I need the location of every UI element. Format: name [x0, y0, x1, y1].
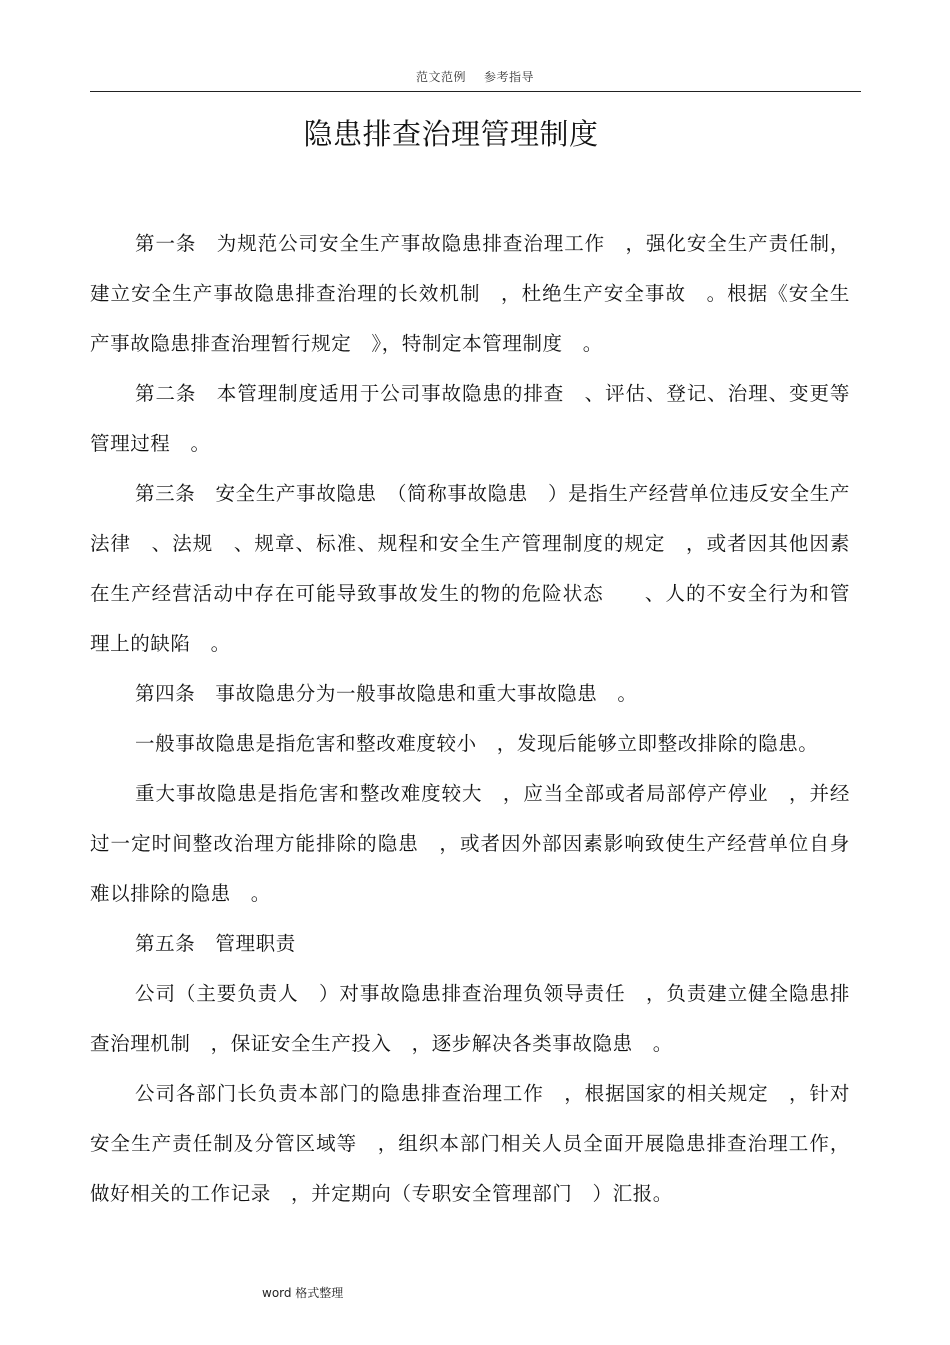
header-right-text: 参考指导: [484, 70, 535, 84]
document-body: [90, 219, 850, 1219]
paragraph-article-2: 第二条 本管理制度适用于公司事故隐患的排查 、评估、登记、治理、变更等管理过程 。: [90, 382, 850, 455]
header-divider: [90, 91, 861, 92]
page-footer: word 格式整理: [262, 1286, 344, 1300]
paragraph-company-duty: 公司（主要负责人 ）对事故隐患排查治理负领导责任 ，负责建立健全隐患排查治理机制 ，保证安全生产投入 ，逐步解决各类事故隐患 。: [90, 982, 850, 1055]
paragraph-general-hazard: 一般事故隐患是指危害和整改难度较小 ，发现后能够立即整改排除的隐患。: [135, 732, 819, 755]
paragraph-article-5: 第五条 管理职责: [135, 932, 296, 955]
header-left-text: 范文范例: [415, 70, 466, 84]
paragraph-department-duty: 公司各部门长负责本部门的隐患排查治理工作 ，根据国家的相关规定 ，针对安全生产责任制及分管区域等 ，组织本部门相关人员全面开展隐患排查治理工作，做好相关的工作记录 ，并定期向（专职安全管理部门 ）汇报。: [90, 1082, 850, 1205]
paragraph-major-hazard: 重大事故隐患是指危害和整改难度较大 ，应当全部或者局部停产停业 ，并经过一定时间整改治理方能排除的隐患 ，或者因外部因素影响致使生产经营单位自身难以排除的隐患 。: [90, 782, 850, 905]
page-header: [0, 68, 950, 85]
document-title: 隐患排查治理管理制度: [303, 117, 599, 151]
paragraph-article-3: 第三条 安全生产事故隐患 （简称事故隐患 ）是指生产经营单位违反安全生产法律 、法规 、规章、标准、规程和安全生产管理制度的规定 ，或者因其他因素在生产经营活动中存在可能导致事故发生的物的危险状态 、人的不安全行为和管理上的缺陷 。: [90, 482, 850, 655]
paragraph-article-4: 第四条 事故隐患分为一般事故隐患和重大事故隐患 。: [135, 682, 638, 705]
paragraph-article-1: 第一条 为规范公司安全生产事故隐患排查治理工作 ，强化安全生产责任制，建立安全生产事故隐患排查治理的长效机制 ，杜绝生产安全事故 。根据《安全生产事故隐患排查治理暂行规定 》，特制定本管理制度 。: [90, 232, 850, 355]
